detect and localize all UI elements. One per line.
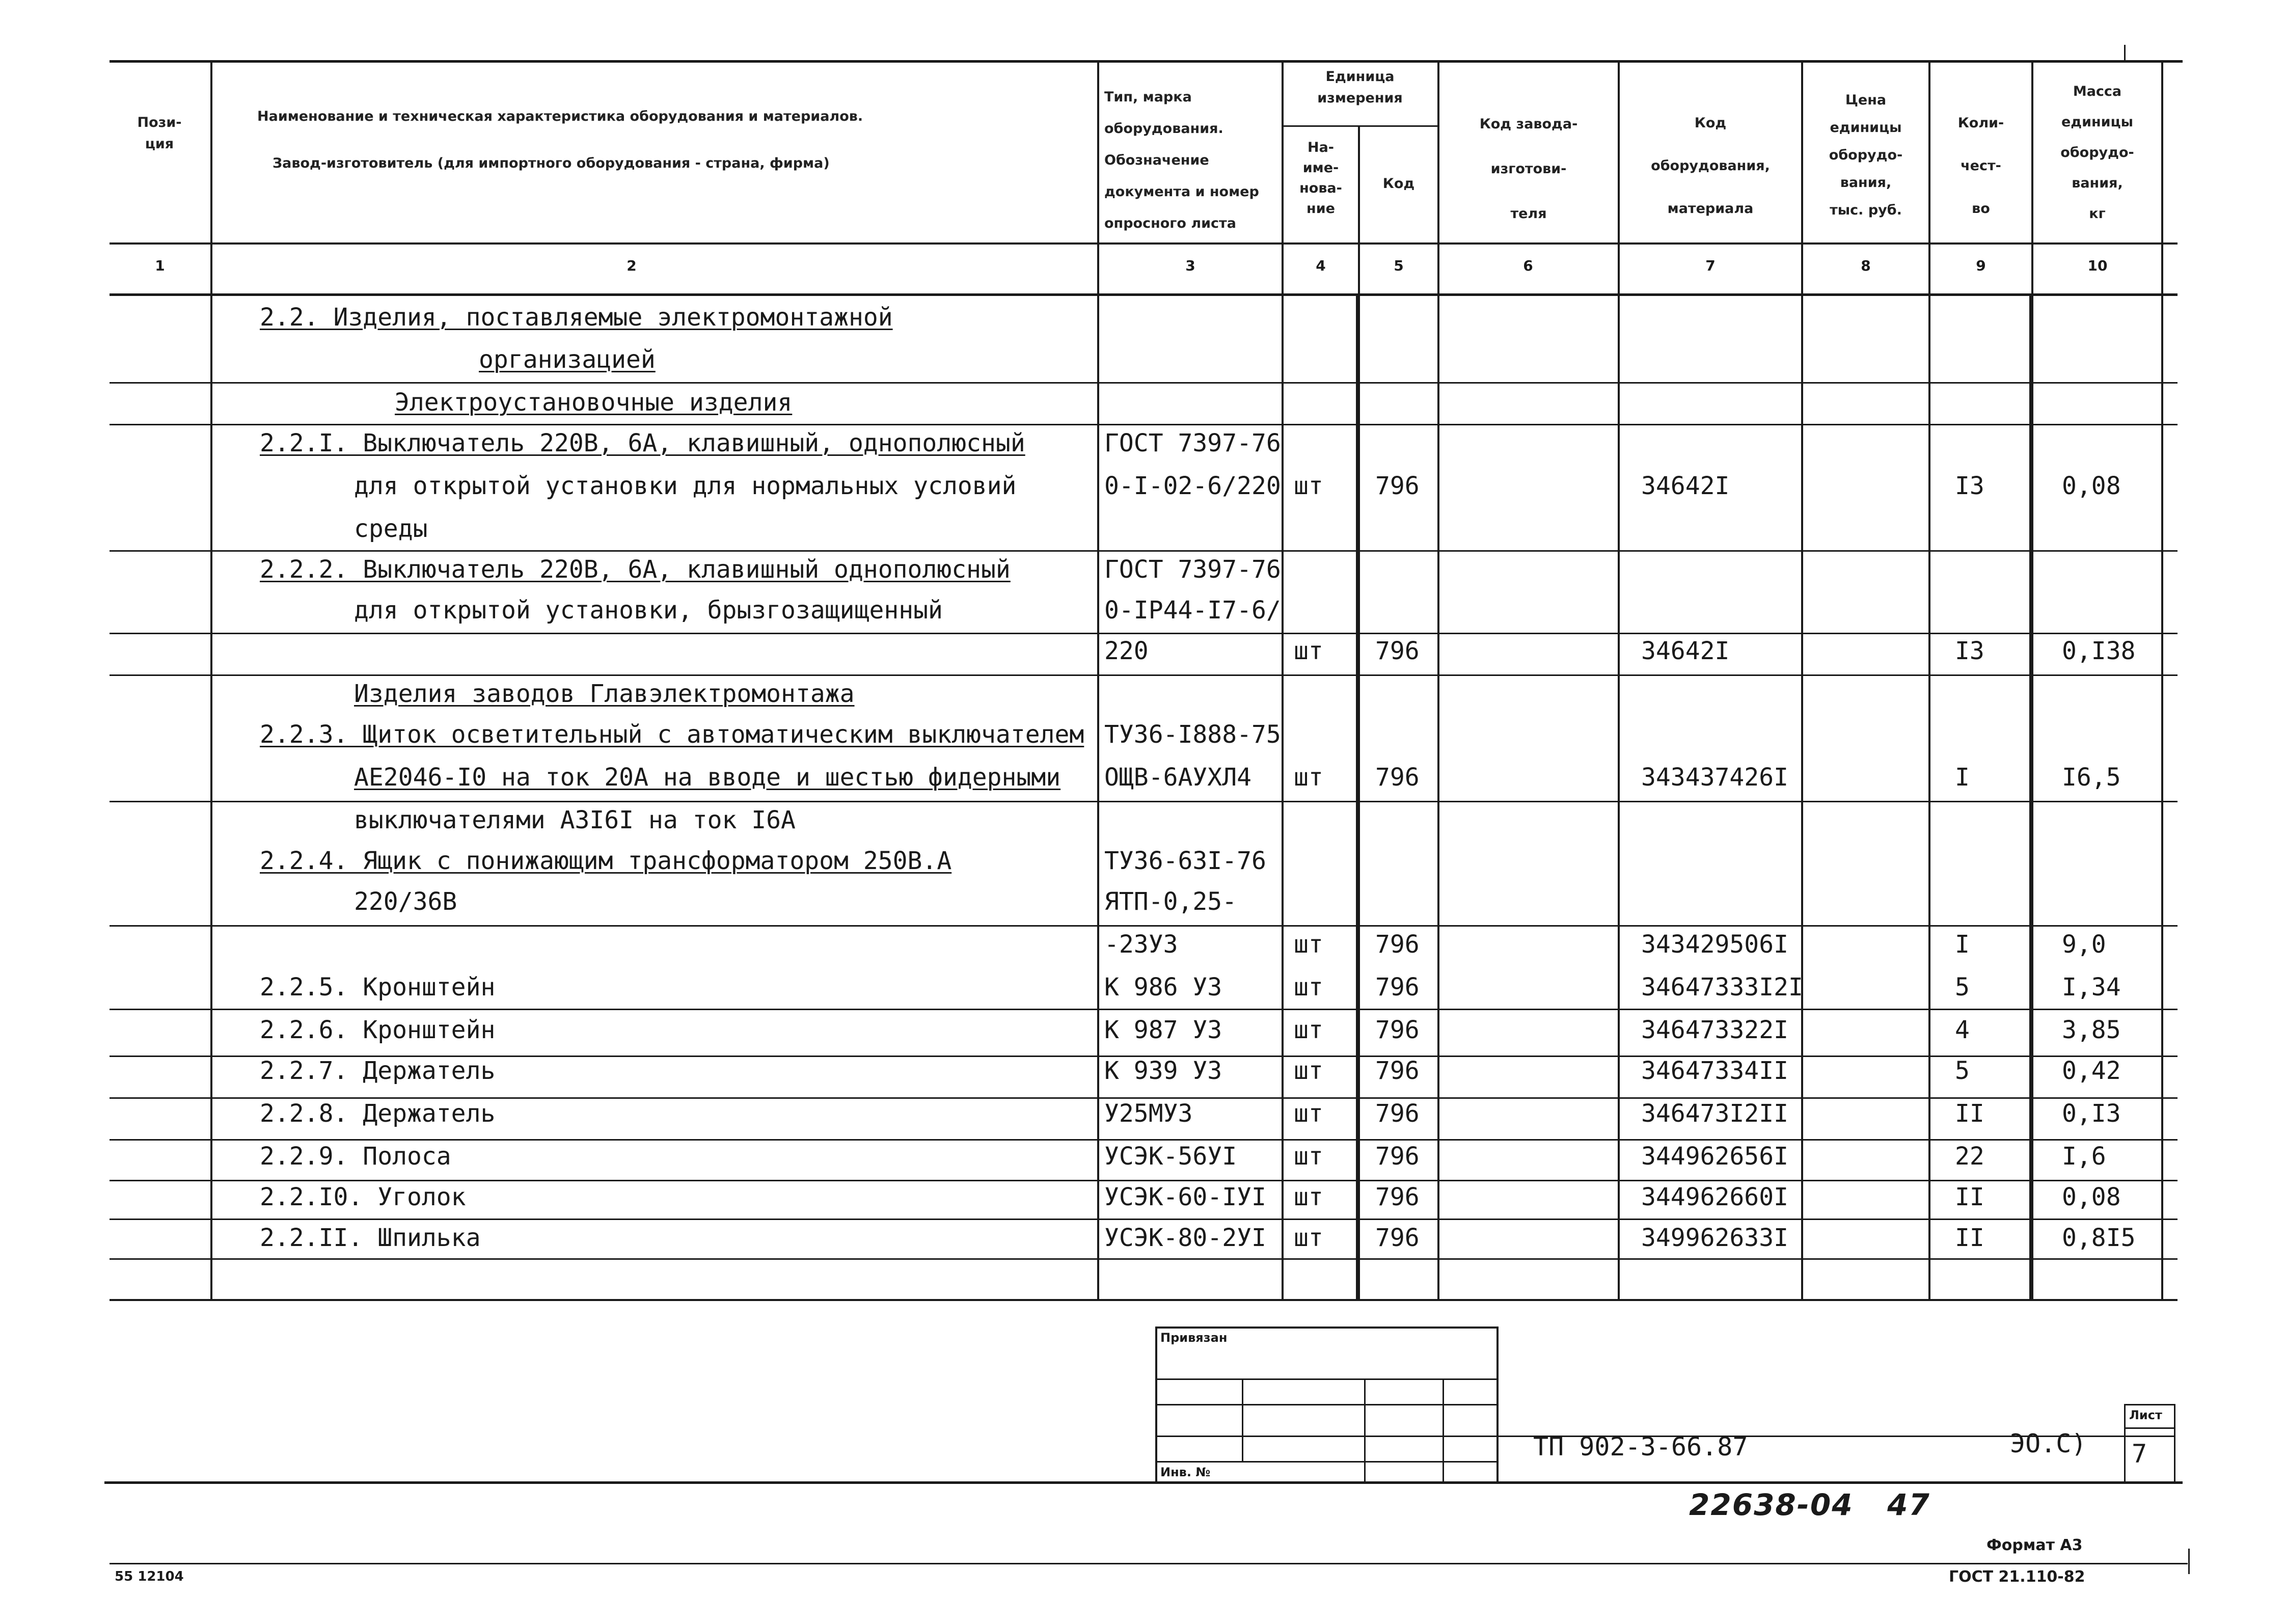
row-22-c3: УСЭК-80-2УI [1104,1224,1266,1252]
row-11-c5: 796 [1375,763,1420,792]
colnum-3: 3 [1185,257,1195,274]
stamp-rule-4 [1155,1461,1499,1463]
row-15-c7: 343429506I [1641,930,1788,959]
row-11-c3: ОЩВ-6АУХЛ4 [1104,763,1251,792]
col-rule-6 [1618,60,1620,1301]
row-4-c4: шт [1294,472,1323,500]
header-equipment-code: Код оборудования, материала [1651,115,1770,216]
row-18-c2: 2.2.7. Держатель [260,1057,496,1085]
row-17-c3: К 987 У3 [1104,1016,1222,1044]
row-17-c10: 3,85 [2062,1016,2121,1044]
row-19-c9: II [1955,1099,1984,1128]
col-rule-2 [1097,60,1099,1301]
row-16-c10: I,34 [2062,973,2121,1002]
stamp-top [1155,1327,1499,1329]
row-separator [110,674,2178,676]
row-8-c9: I3 [1955,637,1984,665]
stamp-rule-1 [1155,1378,1499,1380]
header-quantity: Коли- чест- во [1957,115,2004,216]
row-18-c4: шт [1294,1057,1323,1085]
row-separator [110,1258,2178,1260]
row-11-c10: I6,5 [2062,763,2121,792]
header-unit-price: Цена единицы оборудо- вания, тыс. руб. [1829,92,1903,218]
row-17-c9: 4 [1955,1016,1970,1044]
header-position: Пози- ция [137,115,182,152]
stamp-col-b [1364,1378,1366,1482]
row-4-c2: для открытой установки для нормальных условий [354,472,1017,500]
row-6-c3: ГОСТ 7397-76 [1104,555,1281,584]
row-8-c10: 0,I38 [2062,637,2136,665]
row-separator [110,1009,2178,1010]
format-label: Формат А3 [1986,1536,2083,1554]
row-4-c7: 34642I [1641,472,1730,500]
row-18-c10: 0,42 [2062,1057,2121,1085]
header-unit-mass: Масса единицы оборудо- вания, кг [2060,84,2134,222]
row-separator [110,1180,2178,1181]
stamp-right [1496,1327,1499,1482]
row-19-c7: 346473I2II [1641,1099,1788,1128]
row-11-c2: АЕ2046-I0 на ток 20А на вводе и шестью фидерными [354,763,1061,792]
row-11-c4: шт [1294,763,1323,792]
row-3-c2: 2.2.I. Выключатель 220В, 6А, клавишный, однополюсный [260,429,1025,457]
col-rule-5 [1437,60,1439,1301]
unit-group-rule [1282,125,1437,127]
gost-label: ГОСТ 21.110-82 [1949,1568,2085,1586]
row-19-c4: шт [1294,1099,1323,1128]
row-15-c3: -23У3 [1104,930,1178,959]
row-8-c7: 34642I [1641,637,1730,665]
row-13-c2: 2.2.4. Ящик с понижающим трансформатором 250В.А [260,847,952,875]
row-8-c4: шт [1294,637,1323,665]
row-0-c2: 2.2. Изделия, поставляемые электромонтажной [260,303,893,332]
sheet-number: 7 [2132,1439,2147,1469]
footer-tick [2188,1549,2190,1574]
row-16-c3: К 986 У3 [1104,973,1222,1002]
row-11-c7: 343437426I [1641,763,1788,792]
row-19-c3: У25МУ3 [1104,1099,1193,1128]
sheet-box-mid [2124,1427,2175,1429]
row-separator [110,1097,2178,1099]
header-unit-group: Единица измерения [1317,69,1403,106]
row-13-c3: ТУ36-63I-76 [1104,847,1266,875]
column-number-rule [110,293,2178,296]
row-1-c2: организацией [479,345,656,374]
row-15-c5: 796 [1375,930,1420,959]
row-18-c9: 5 [1955,1057,1970,1085]
row-20-c4: шт [1294,1142,1323,1171]
row-22-c7: 349962633I [1641,1224,1788,1252]
row-12-c2: выключателями А3I6I на ток I6А [354,806,796,834]
row-22-c9: II [1955,1224,1984,1252]
section-code: ЭО.С) [2010,1429,2087,1458]
stamp-col-a [1242,1378,1243,1462]
row-21-c7: 344962660I [1641,1183,1788,1211]
row-20-c5: 796 [1375,1142,1420,1171]
row-22-c5: 796 [1375,1224,1420,1252]
document-code: ТП 902-3-66.87 [1533,1432,1748,1461]
header-name-line1: Наименование и техническая характеристика оборудования и материалов. [257,109,863,124]
header-type: Тип, марка оборудования. Обозначение документа и номер опросного листа [1104,89,1259,231]
table-bottom-rule [110,1299,2178,1301]
row-18-c5: 796 [1375,1057,1420,1085]
sheet-box-left [2124,1404,2126,1482]
row-4-c9: I3 [1955,472,1984,500]
stamp-col-c [1443,1378,1444,1482]
row-separator [110,1139,2178,1141]
row-19-c10: 0,I3 [2062,1099,2121,1128]
row-21-c5: 796 [1375,1183,1420,1211]
handwritten-archive-number: 22638-04 47 [1689,1487,1930,1522]
row-separator [110,801,2178,802]
sheet-box-right [2174,1404,2175,1482]
row-11-c9: I [1955,763,1970,792]
row-separator [110,633,2178,634]
row-15-c10: 9,0 [2062,930,2106,959]
row-8-c5: 796 [1375,637,1420,665]
colnum-6: 6 [1523,257,1533,274]
colnum-10: 10 [2087,257,2108,274]
row-2-c2: Электроустановочные изделия [395,388,793,417]
col-rule-10 [2161,60,2163,1301]
row-8-c3: 220 [1104,637,1149,665]
attached-label: Привязан [1160,1331,1228,1345]
col-rule-3 [1282,60,1284,1301]
row-21-c2: 2.2.I0. Уголок [260,1183,466,1211]
row-20-c3: УСЭК-56УI [1104,1142,1237,1171]
row-7-c2: для открытой установки, брызгозащищенный [354,596,943,625]
colnum-2: 2 [627,257,637,274]
row-4-c5: 796 [1375,472,1420,500]
row-separator [110,925,2178,927]
colnum-8: 8 [1861,257,1871,274]
row-6-c2: 2.2.2. Выключатель 220В, 6А, клавишный однополюсный [260,555,1011,584]
stamp-rule-2 [1155,1404,1499,1405]
footer-left-code: 55 12104 [115,1569,184,1584]
row-21-c4: шт [1294,1183,1323,1211]
bold-col-rule-b [2029,295,2032,1299]
row-14-c3: ЯТП-0,25- [1104,887,1237,916]
col-rule-8 [1928,60,1930,1301]
row-14-c2: 220/36В [354,887,457,916]
row-21-c10: 0,08 [2062,1183,2121,1211]
row-10-c3: ТУ36-I888-75 [1104,720,1281,749]
row-20-c2: 2.2.9. Полоса [260,1142,451,1171]
header-manufacturer-code: Код завода- изготови- теля [1479,116,1578,222]
row-16-c2: 2.2.5. Кронштейн [260,973,496,1002]
row-7-c3: 0-IP44-I7-6/ [1104,596,1281,625]
row-separator [110,424,2178,425]
row-17-c5: 796 [1375,1016,1420,1044]
row-18-c7: 34647334II [1641,1057,1788,1085]
colnum-5: 5 [1394,257,1404,274]
bold-col-rule-a [1356,295,1359,1299]
row-18-c3: К 939 У3 [1104,1057,1222,1085]
row-15-c9: I [1955,930,1970,959]
row-17-c2: 2.2.6. Кронштейн [260,1016,496,1044]
row-5-c2: среды [354,515,428,543]
row-21-c9: II [1955,1183,1984,1211]
colnum-7: 7 [1705,257,1716,274]
row-21-c3: УСЭК-60-IУI [1104,1183,1266,1211]
header-unit-name: На- име- нова- ние [1299,140,1342,216]
row-16-c5: 796 [1375,973,1420,1002]
stamp-left [1155,1327,1157,1482]
row-17-c7: 346473322I [1641,1016,1788,1044]
row-4-c3: 0-I-02-6/220 [1104,472,1281,500]
row-15-c4: шт [1294,930,1323,959]
header-bottom-rule [110,242,2178,245]
table-top-border [110,60,2183,63]
row-3-c3: ГОСТ 7397-76 [1104,429,1281,457]
footer-rule [110,1563,2188,1564]
header-unit-code: Код [1382,176,1415,192]
row-22-c2: 2.2.II. Шпилька [260,1224,481,1252]
sheet-box-top [2124,1404,2175,1405]
sheet-label: Лист [2129,1408,2162,1422]
header-name-line2: Завод-изготовитель (для импортного оборудования - страна, фирма) [273,155,830,171]
col-rule-1 [210,60,212,1301]
row-4-c10: 0,08 [2062,472,2121,500]
row-19-c2: 2.2.8. Держатель [260,1099,496,1128]
row-separator [110,550,2178,552]
row-17-c4: шт [1294,1016,1323,1044]
corner-tick [2124,45,2126,62]
row-16-c4: шт [1294,973,1323,1002]
row-16-c9: 5 [1955,973,1970,1002]
row-20-c7: 344962656I [1641,1142,1788,1171]
row-22-c10: 0,8I5 [2062,1224,2136,1252]
row-20-c9: 22 [1955,1142,1984,1171]
row-16-c7: 34647333I2I [1641,973,1803,1002]
row-9-c2: Изделия заводов Главэлектромонтажа [354,680,855,708]
colnum-9: 9 [1976,257,1986,274]
row-separator [110,382,2178,384]
stamp-bottom-rule [104,1481,2183,1484]
col-rule-7 [1801,60,1803,1301]
row-20-c10: I,6 [2062,1142,2106,1171]
row-separator [110,1219,2178,1220]
colnum-4: 4 [1316,257,1326,274]
inventory-number-label: Инв. № [1160,1465,1211,1479]
row-10-c2: 2.2.3. Щиток осветительный с автоматическим выключателем [260,720,1084,749]
row-19-c5: 796 [1375,1099,1420,1128]
colnum-1: 1 [155,257,165,274]
row-22-c4: шт [1294,1224,1323,1252]
